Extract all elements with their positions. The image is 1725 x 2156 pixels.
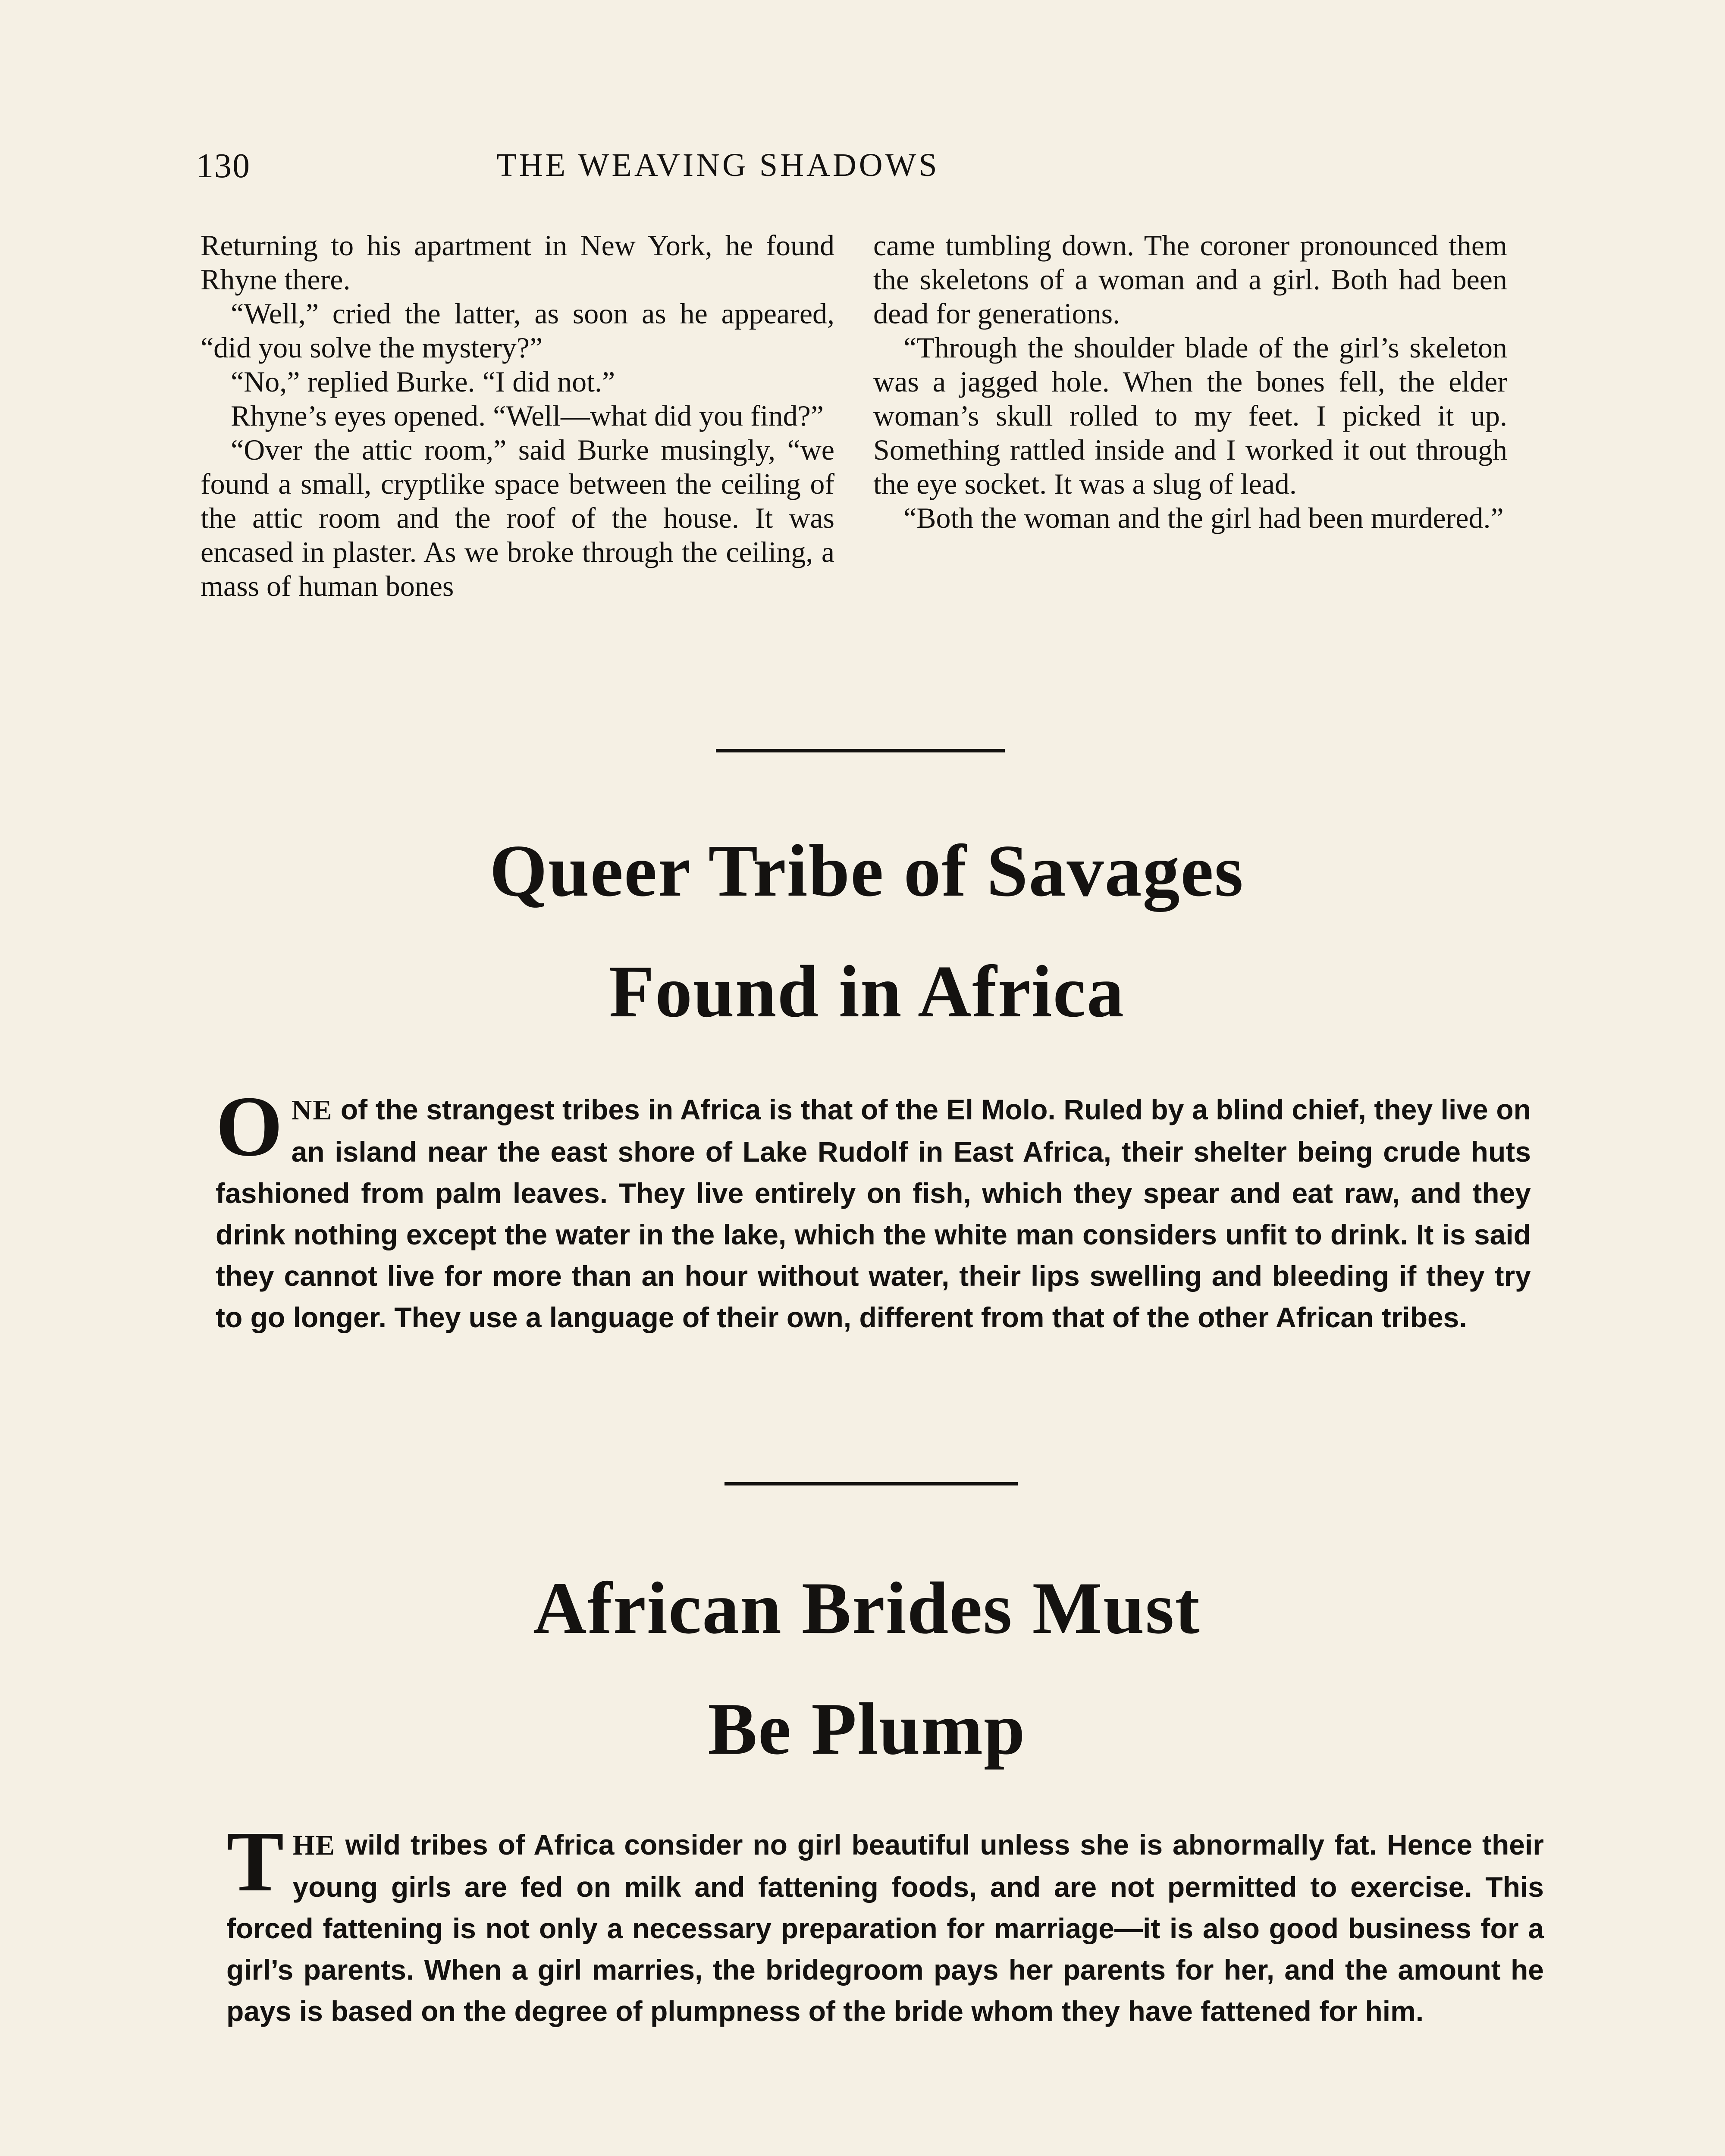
right-column <box>873 229 1507 535</box>
story-continuation <box>201 229 1518 694</box>
section-divider <box>716 749 1005 752</box>
title-line: Found in Africa <box>609 951 1125 1033</box>
paragraph: “Well,” cried the latter, as soon as he appeared, “did you solve the mystery?” <box>201 297 834 364</box>
page-number: 130 <box>196 147 251 185</box>
article-text: wild tribes of Africa consider no girl beautiful unless she is abnormally fat. Hence their young girls are fed on milk and fattening foods, and are not permitted to exercise. This forced fattening is not only a necessary preparation for marriage—it is also good business for a girl’s parents. When a girl marries, the bridegroom pays her parents for her, and the amount he pays is based on the degree of plumpness of the bride whom they have fattened for him. <box>226 1829 1544 2027</box>
page-header <box>196 147 1110 198</box>
lead-word: HE <box>292 1830 336 1861</box>
article-title <box>216 1548 1518 1789</box>
paragraph: Rhyne’s eyes opened. “Well—what did you find?” <box>231 399 824 432</box>
article-paragraph <box>216 1079 1531 1338</box>
title-line: Queer Tribe of Savages <box>489 830 1244 912</box>
paragraph: came tumbling down. The coroner pronounced them the skeletons of a woman and a girl. Both had been dead for generations. <box>873 229 1507 330</box>
paragraph: “Both the woman and the girl had been murdered.” <box>903 501 1504 534</box>
article-paragraph <box>226 1814 1544 2032</box>
article-body <box>216 1079 1531 1338</box>
title-line: Be Plump <box>708 1688 1026 1770</box>
running-title: THE WEAVING SHADOWS <box>496 147 940 183</box>
lead-word: NE <box>291 1094 333 1126</box>
paragraph: “No,” replied Burke. “I did not.” <box>231 365 615 398</box>
title-line: African Brides Must <box>533 1567 1201 1649</box>
section-divider <box>724 1482 1018 1485</box>
drop-cap: O <box>216 1079 283 1174</box>
paragraph: “Through the shoulder blade of the girl’s skeleton was a jagged hole. When the bones fell, the elder woman’s skull rolled to my feet. I picked it up. Something rattled inside and I worked it out through the eye socket. It was a slug of lead. <box>873 331 1507 500</box>
article-title <box>216 811 1518 1052</box>
paragraph: “Over the attic room,” said Burke musingly, “we found a small, cryptlike space between the ceiling of the attic room and the roof of the house. It was encased in plaster. As we broke through the ceiling, a mass of human bones <box>201 433 834 602</box>
left-column <box>201 229 834 603</box>
drop-cap: T <box>226 1814 284 1909</box>
paragraph: Returning to his apartment in New York, he found Rhyne there. <box>201 229 834 296</box>
article-text: of the strangest tribes in Africa is that of the El Molo. Ruled by a blind chief, they live on an island near the east shore of Lake Rudolf in East Africa, their shelter being crude huts fashioned from palm leaves. They live entirely on fish, which they spear and eat raw, and they drink nothing except the water in the lake, which the white man considers unfit to drink. It is said they cannot live for more than an hour without water, their lips swelling and bleeding if they try to go longer. They use a language of their own, different from that of the other African tribes. <box>216 1094 1531 1333</box>
article-body <box>226 1814 1544 2032</box>
